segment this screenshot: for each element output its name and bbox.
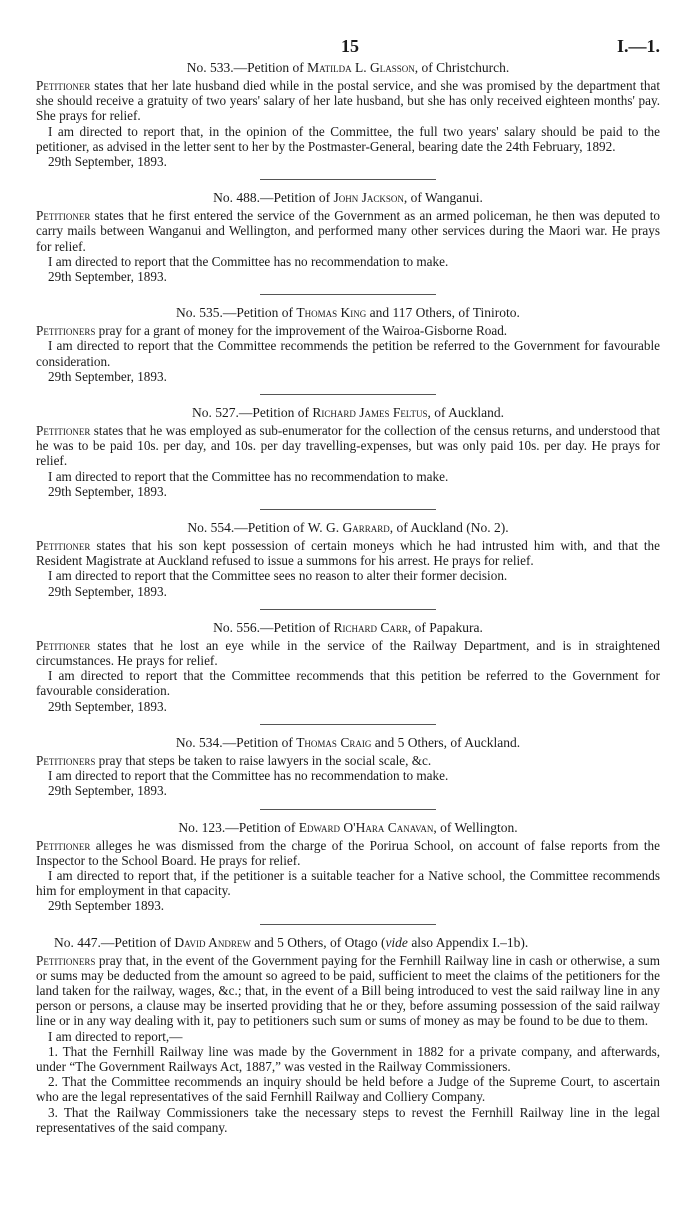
committee-report: I am directed to report that, in the opinion of the Committee, the full two years' salary should be paid to the petitioner, as advised in the letter sent to her by the Postmaster-General, bearing date the 24th February, 1892. — [36, 123, 660, 154]
petitioner-name: Richard James Feltus — [312, 405, 428, 421]
committee-report: I am directed to report that the Committee recommends that this petition be referred to the Government for favourable consideration. — [36, 668, 660, 699]
petition-554 — [36, 520, 660, 599]
section-divider — [260, 809, 436, 810]
report-point-2: 2. That the Committee recommends an inquiry should be held before a Judge of the Supreme Court, to ascertain who are the legal representatives of the said Fernhill Railway and Colliery Company. — [36, 1074, 660, 1105]
document-reference: I.—1. — [616, 36, 660, 56]
report-date: 29th September, 1893. — [48, 698, 167, 714]
committee-report: I am directed to report that the Committee recommends the petition be referred to the Government for favourable consideration. — [36, 338, 660, 369]
petition-533 — [36, 60, 660, 169]
petition-heading: No. 488.—Petition of John Jackson, of Wanganui. — [213, 190, 483, 206]
petition-534 — [36, 735, 660, 799]
committee-report: I am directed to report that the Committee has no recommendation to make. — [48, 253, 449, 269]
running-header — [36, 30, 660, 60]
petitioner-name: John Jackson — [333, 190, 404, 206]
petition-heading: No. 554.—Petition of W. G. Garrard, of Auckland (No. 2). — [187, 520, 509, 536]
report-date: 29th September, 1893. — [48, 154, 167, 170]
petitioner-name: Richard Carr — [333, 619, 408, 635]
petitioner-name: David Andrew — [174, 934, 251, 950]
petition-statement: Petitioner alleges he was dismissed from the charge of the Porirua School, on account of false reports from the Inspector to the School Board. He prays for relief. — [36, 837, 660, 868]
petition-527 — [36, 405, 660, 499]
report-date: 29th September, 1893. — [48, 368, 167, 384]
section-divider — [260, 294, 436, 295]
report-date: 29th September, 1893. — [48, 583, 167, 599]
petition-heading: No. 556.—Petition of Richard Carr, of Papakura. — [213, 619, 483, 635]
section-divider — [260, 509, 436, 510]
petition-heading: No. 535.—Petition of Thomas King and 117 Others, of Tiniroto. — [176, 305, 520, 321]
committee-report-intro: I am directed to report,— — [48, 1028, 183, 1044]
petitioner-name: Edward O'Hara Canavan — [298, 819, 434, 835]
petitioner-name: Thomas King — [296, 305, 367, 321]
petition-statement: Petitioner states that his son kept possession of certain moneys which he had intrusted him with, and that the Resident Magistrate at Auckland refused to issue a summons for his arrest. He prays for relief. — [36, 538, 660, 569]
page-number: 15 — [341, 36, 359, 56]
petition-556 — [36, 620, 660, 714]
document-page — [36, 30, 660, 1135]
petitioner-name: Thomas Craig — [296, 734, 372, 750]
petition-heading: No. 534.—Petition of Thomas Craig and 5 Others, of Auckland. — [175, 734, 521, 750]
section-divider — [260, 924, 436, 925]
section-divider — [260, 609, 436, 610]
petition-447 — [36, 935, 660, 1135]
committee-report: I am directed to report that the Committee has no recommendation to make. — [48, 768, 449, 784]
petition-123 — [36, 820, 660, 914]
petition-statement: Petitioners pray that steps be taken to raise lawyers in the social scale, &c. — [36, 752, 432, 768]
report-date: 29th September, 1893. — [48, 269, 167, 285]
report-point-1: 1. That the Fernhill Railway line was made by the Government in 1882 for a private company, and afterwards, under “The Government Railways Act, 1887,” was vested in the Railway Commissioners. — [36, 1043, 660, 1074]
petition-statement: Petitioner states that her late husband died while in the postal service, and she was promised by the department that she should receive a gratuity of two years' salary of her late husband, but she has only received eighteen months' pay. She prays for relief. — [36, 78, 660, 124]
petition-535 — [36, 305, 660, 384]
section-divider — [260, 724, 436, 725]
petition-488 — [36, 190, 660, 284]
petition-statement: Petitioners pray that, in the event of the Government paying for the Fernhill Railway line in cash or otherwise, a sum or sums may be deducted from the amount so agreed to be paid, sufficient to meet the claims of the petitioners for the land taken for the railway, wages, &c.; that, in the event of a Bill being introduced to vest the said railway line in any person or persons, a clause may be inserted providing that he or they, before assuming possession of the said railway line or in any way dealing with it, pay to petitioners such sum or sums of money as may be found to be due to them. — [36, 952, 660, 1029]
petition-heading: No. 533.—Petition of Matilda L. Glasson, of Christchurch. — [186, 60, 510, 75]
petition-statement: Petitioners pray for a grant of money for the improvement of the Wairoa-Gisborne Road. — [36, 323, 508, 339]
petition-statement: Petitioner states that he was employed as sub-enumerator for the collection of the census returns, and understood that he was to be paid 10s. per day, and 10s. per day travelling-expenses, but was only paid 10s. per day. He prays for relief. — [36, 423, 660, 469]
report-date: 29th September, 1893. — [48, 783, 167, 799]
committee-report: I am directed to report that the Committee sees no reason to alter their former decision. — [48, 568, 508, 584]
petitioner-name: Matilda L. Glasson — [307, 60, 415, 75]
report-point-3: 3. That the Railway Commissioners take the necessary steps to revest the Fernhill Railway line in the legal representatives of the said company. — [36, 1104, 660, 1135]
petitioner-name: W. G. Garrard — [307, 520, 390, 536]
petition-statement: Petitioner states that he first entered the service of the Government as an armed policeman, he then was deputed to carry mails between Wanganui and Wellington, and performed many other services during the Maori war. He prays for relief. — [36, 208, 660, 254]
petition-heading: No. 123.—Petition of Edward O'Hara Canavan, of Wellington. — [178, 819, 518, 835]
petition-heading: No. 527.—Petition of Richard James Feltus, of Auckland. — [191, 405, 505, 421]
petition-statement: Petitioner states that he lost an eye while in the service of the Railway Department, and is in straightened circumstances. He prays for relief. — [36, 637, 660, 669]
report-date: 29th September 1893. — [48, 898, 165, 914]
section-divider — [260, 394, 436, 395]
section-divider — [260, 179, 436, 180]
petition-heading: No. 447.—Petition of David Andrew and 5 Others, of Otago (vide also Appendix I.–1b). — [54, 934, 529, 950]
committee-report: I am directed to report that the Committee has no recommendation to make. — [48, 468, 449, 484]
report-date: 29th September, 1893. — [48, 483, 167, 499]
committee-report: I am directed to report that, if the petitioner is a suitable teacher for a Native school, the Committee recommends him for employment in that capacity. — [36, 867, 660, 899]
